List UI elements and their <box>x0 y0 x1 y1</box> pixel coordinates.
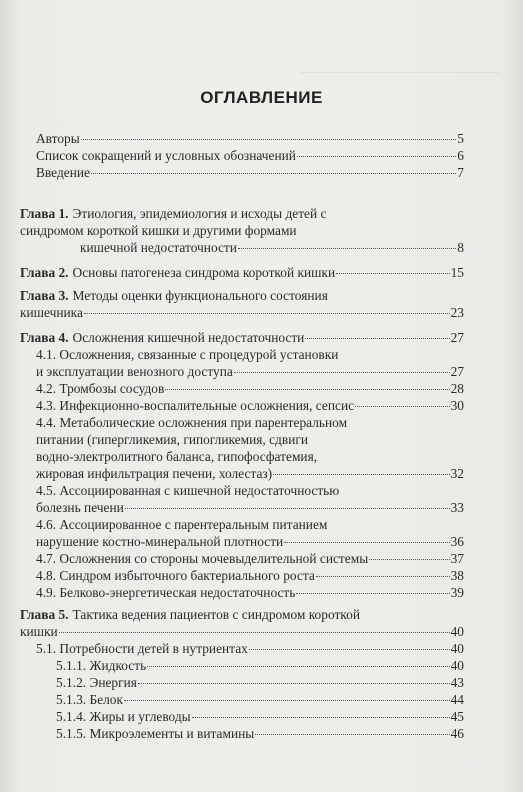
leader-dots <box>124 700 450 701</box>
toc-entry-title: 5.1.4. Жиры и углеводы <box>56 709 191 724</box>
toc-entry-line <box>36 431 308 448</box>
toc-entry-line <box>36 346 338 363</box>
toc-entry-line <box>36 465 464 482</box>
chapter-number: Глава 3. <box>20 288 69 303</box>
toc-entry-title: 4.3. Инфекционно-воспалительные осложнения, сепсис <box>36 398 355 413</box>
page-number: 46 <box>450 726 464 741</box>
toc-entry-title: кишечника <box>20 305 83 320</box>
leader-dots <box>84 313 450 314</box>
page-number: 40 <box>450 624 464 639</box>
leader-dots <box>316 576 450 577</box>
chapter-number: Глава 1. <box>20 206 69 221</box>
toc-entry-line <box>36 584 464 601</box>
toc-entry-title: 4.7. Осложнения со стороны мочевыделительной системы <box>36 551 369 566</box>
toc-entry-line <box>20 222 297 239</box>
toc-entry-line <box>36 380 464 397</box>
page-number: 38 <box>450 568 464 583</box>
toc-entry-line <box>36 550 464 567</box>
leader-dots <box>81 139 457 140</box>
page-number: 32 <box>450 466 464 481</box>
toc-entry-title: 4.8. Синдром избыточного бактериального роста <box>36 568 315 583</box>
toc-entry-line <box>36 640 464 657</box>
bleed-through-text <box>300 60 500 73</box>
leader-dots <box>165 389 449 390</box>
page-number: 27 <box>450 364 464 379</box>
toc-entry-title: 4.9. Белково-энергетическая недостаточность <box>36 585 296 600</box>
toc-entry-line <box>36 130 464 147</box>
toc-entry-title: 4.6. Ассоциированное с парентеральным питанием <box>36 517 328 532</box>
toc-entry-line <box>20 329 464 346</box>
page-number: 28 <box>450 381 464 396</box>
toc-entry-title: болезнь печени <box>36 500 124 515</box>
page-number: 37 <box>450 551 464 566</box>
chapter-number: Глава 4. <box>20 330 69 345</box>
page-number: 15 <box>450 265 464 280</box>
toc-entry-line <box>20 606 360 623</box>
page-title: ОГЛАВЛЕНИЕ <box>200 88 323 107</box>
toc-entry-title: Основы патогенеза синдрома короткой кишки <box>72 265 336 280</box>
toc-entry-title: Введение <box>36 165 90 180</box>
toc-entry-line <box>36 533 464 550</box>
toc-entry-title: кишки <box>20 624 58 639</box>
leader-dots <box>125 508 450 509</box>
leader-dots <box>255 734 449 735</box>
page-number: 27 <box>450 330 464 345</box>
leader-dots <box>249 649 450 650</box>
page-number: 7 <box>457 165 464 180</box>
toc-entry-title: 4.5. Ассоциированная с кишечной недостаточностью <box>36 483 340 498</box>
toc-entry-title: Авторы <box>36 131 80 146</box>
leader-dots <box>59 632 450 633</box>
toc-entry-title: Список сокращений и условных обозначений <box>36 148 296 163</box>
toc-entry-title: синдромом короткой кишки и другими формами <box>20 223 297 238</box>
toc-entry-line <box>36 448 317 465</box>
toc-entry-title: и эксплуатации венозного доступа <box>36 364 233 379</box>
toc-entry-title: Осложнения кишечной недостаточности <box>72 330 305 345</box>
toc-entry-title: водно-электролитного баланса, гипофосфатемия, <box>36 449 318 464</box>
toc-entry-line <box>36 516 327 533</box>
leader-dots <box>296 593 449 594</box>
toc-entry-title: жировая инфильтрация печени, холестаз) <box>36 466 273 481</box>
toc-entry-line <box>36 567 464 584</box>
toc-entry-line <box>20 287 328 304</box>
toc-entry-title: 5.1.2. Энергия <box>56 675 137 690</box>
leader-dots <box>336 273 450 274</box>
toc-entry-line <box>56 691 464 708</box>
leader-dots <box>369 559 449 560</box>
toc-entry-line <box>36 414 347 431</box>
toc-entry-line <box>36 164 464 181</box>
page-number: 8 <box>457 240 464 255</box>
leader-dots <box>234 372 450 373</box>
toc-entry-line <box>56 708 464 725</box>
toc-entry-title: 4.4. Метаболические осложнения при парентеральном <box>36 415 348 430</box>
leader-dots <box>297 156 456 157</box>
toc-entry-line <box>36 147 464 164</box>
toc-entry-title: кишечной недостаточности <box>80 240 237 255</box>
page-number: 44 <box>450 692 464 707</box>
leader-dots <box>138 683 450 684</box>
chapter-number: Глава 5. <box>20 607 69 622</box>
toc-entry-title: 5.1.1. Жидкость <box>56 658 147 673</box>
page-number: 6 <box>457 148 464 163</box>
page-number: 39 <box>450 585 464 600</box>
leader-dots <box>238 248 456 249</box>
toc-entry-line <box>20 264 464 281</box>
toc-entry-line <box>36 363 464 380</box>
toc-entry-line <box>20 623 464 640</box>
toc-entry-line <box>20 205 326 222</box>
page-number: 43 <box>450 675 464 690</box>
toc-entry-title: Этиология, эпидемиология и исходы детей с <box>72 206 327 221</box>
leader-dots <box>355 406 450 407</box>
toc-entry-title: Методы оценки функционального состояния <box>72 288 328 303</box>
page-number: 33 <box>450 500 464 515</box>
toc-entry-title: нарушение костно-минеральной плотности <box>36 534 284 549</box>
toc-entry-title: 4.1. Осложнения, связанные с процедурой установки <box>36 347 339 362</box>
leader-dots <box>284 542 449 543</box>
toc-entry-line <box>36 499 464 516</box>
leader-dots <box>273 474 449 475</box>
leader-dots <box>147 666 449 667</box>
leader-dots <box>192 717 450 718</box>
page-number: 30 <box>450 398 464 413</box>
leader-dots <box>305 338 449 339</box>
toc-entry-title: Тактика ведения пациентов с синдромом короткой <box>72 607 360 622</box>
leader-dots <box>91 173 456 174</box>
toc-entry-title: питании (гипергликемия, гипогликемия, сдвиги <box>36 432 309 447</box>
page-number: 40 <box>450 641 464 656</box>
toc-entry-line <box>36 482 339 499</box>
toc-entry-line <box>56 725 464 742</box>
toc-entry-title: 5.1.3. Белок <box>56 692 123 707</box>
toc-entry-title: 5.1. Потребности детей в нутриентах <box>36 641 248 656</box>
toc-entry-line <box>80 239 464 256</box>
page-number: 5 <box>457 131 464 146</box>
page-number: 45 <box>450 709 464 724</box>
toc-entry-line <box>20 304 464 321</box>
toc-entry-line <box>56 674 464 691</box>
toc-entry-line <box>56 657 464 674</box>
toc-entry-title: 5.1.5. Микроэлементы и витамины <box>56 726 255 741</box>
chapter-number: Глава 2. <box>20 265 69 280</box>
toc-entry-title: 4.2. Тромбозы сосудов <box>36 381 165 396</box>
page-number: 40 <box>450 658 464 673</box>
page-number: 36 <box>450 534 464 549</box>
toc-entry-line <box>36 397 464 414</box>
page-number: 23 <box>450 305 464 320</box>
